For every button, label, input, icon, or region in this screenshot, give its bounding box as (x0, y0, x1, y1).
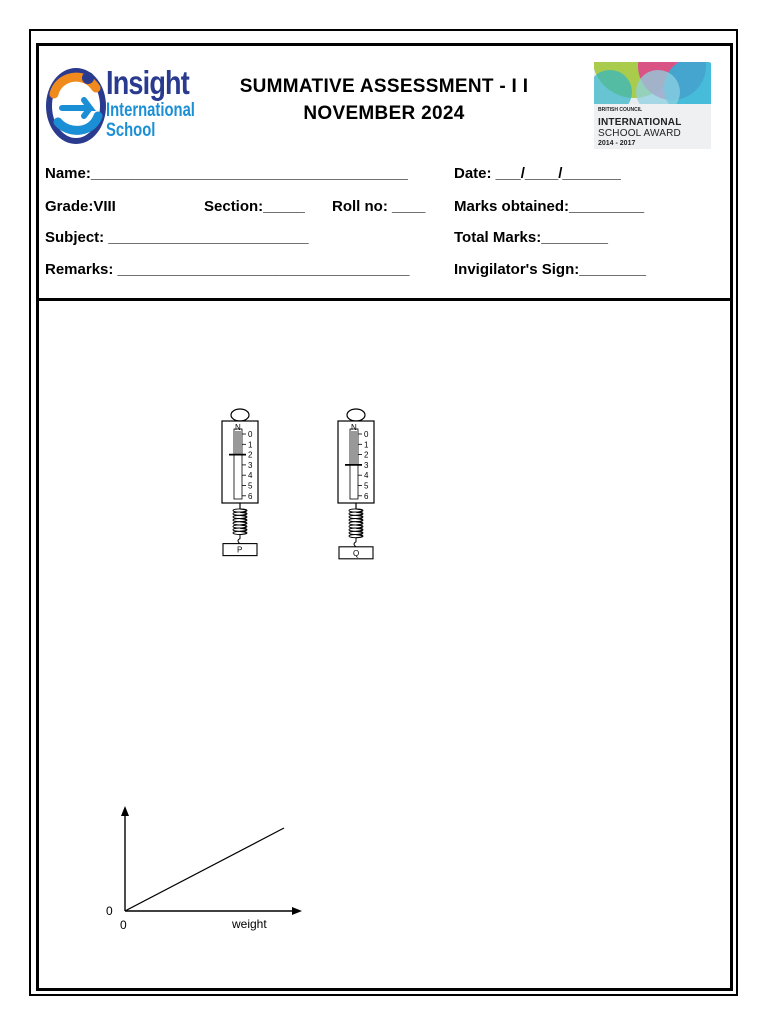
balance-scale-label: 5 (364, 481, 369, 491)
balance-unit-label: N (235, 423, 241, 432)
award-line2: SCHOOL AWARD (598, 128, 681, 139)
marks-obtained-field[interactable]: Marks obtained:_________ (454, 198, 645, 215)
exam-session: NOVEMBER 2024 (303, 103, 465, 124)
y-axis-arrow-icon (121, 806, 129, 816)
balance-scale-label: 6 (248, 491, 253, 501)
balance-scale-label: 2 (248, 450, 253, 460)
x-axis-label: weight (232, 917, 267, 931)
balance-unit-label: N (351, 423, 357, 432)
date-field[interactable]: Date: ___/____/_______ (454, 165, 621, 182)
spring-balances-figure (205, 405, 395, 580)
y-origin-label: 0 (106, 904, 113, 918)
name-field[interactable]: Name:______________________________________ (45, 165, 408, 182)
graph-line (125, 828, 284, 911)
balance-scale-label: 1 (248, 440, 253, 450)
balance-ring-icon (347, 409, 365, 421)
remarks-field[interactable]: Remarks: ___________________________________ (45, 261, 410, 278)
balance-spring-shade (351, 431, 357, 465)
balance-spring (356, 509, 362, 538)
weight-graph (100, 800, 310, 935)
balance-hook-icon (354, 538, 356, 547)
x-origin-label: 0 (120, 918, 127, 932)
school-name-line2: International (106, 100, 195, 121)
balance-scale-label: 0 (364, 430, 369, 439)
balance-scale-label: 2 (364, 450, 369, 460)
header-divider (36, 298, 733, 301)
balance-spring-shade (235, 431, 241, 455)
weight-label: P (237, 545, 243, 555)
award-years: 2014 - 2017 (598, 140, 636, 147)
section-field[interactable]: Section:_____ (204, 198, 305, 215)
weight-label: Q (353, 548, 360, 558)
x-axis-arrow-icon (292, 907, 302, 915)
subject-field[interactable]: Subject: ________________________ (45, 229, 309, 246)
balance-scale-label: 3 (248, 460, 253, 470)
award-badge (594, 62, 711, 149)
spring-balance-P (222, 409, 258, 556)
balance-scale-label: 1 (364, 440, 369, 450)
balance-scale-label: 0 (248, 430, 253, 439)
balance-scale-label: 6 (364, 491, 369, 501)
balance-hook-icon (238, 535, 240, 544)
balance-scale-label: 4 (248, 471, 253, 481)
award-line1: INTERNATIONAL (598, 117, 682, 128)
balance-scale-label: 4 (364, 471, 369, 481)
school-name-line1: Insight (106, 64, 189, 101)
total-marks-field[interactable]: Total Marks:________ (454, 229, 608, 246)
roll-number-field[interactable]: Roll no: ____ (332, 198, 426, 215)
balance-ring-icon (231, 409, 249, 421)
spring-balance-Q (338, 409, 374, 559)
exam-title: SUMMATIVE ASSESSMENT - I I (239, 76, 529, 97)
invigilator-sign-field[interactable]: Invigilator's Sign:________ (454, 261, 646, 278)
balance-scale-label: 5 (248, 481, 253, 491)
school-name-line3: School (106, 120, 156, 141)
award-issuer: BRITISH COUNCIL (598, 107, 643, 113)
grade-field: Grade:VIII (45, 198, 116, 215)
balance-scale-label: 3 (364, 460, 369, 470)
